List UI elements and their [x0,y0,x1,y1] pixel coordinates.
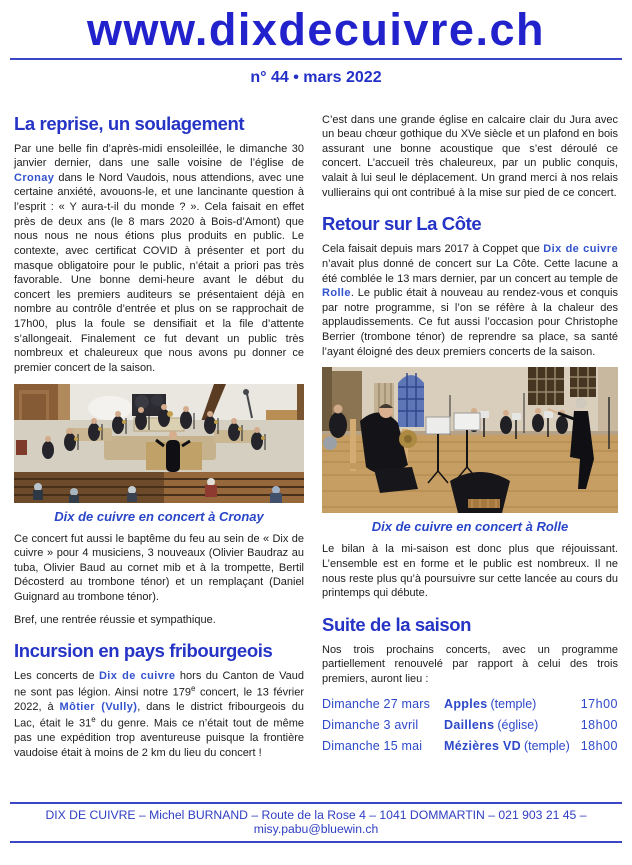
rolle-photo-illustration [322,367,618,513]
venue-type: (temple) [490,696,537,711]
superscript-e: e [91,714,96,724]
column-left [14,113,304,769]
photo-caption-rolle: Dix de cuivre en concert à Rolle [371,519,569,535]
text-span: n’avait plus donné de concert sur La Côte. Cette lacune a été comblée le 13 mars dernier, par un concert au temple de [322,257,618,285]
page-footer [10,802,622,843]
text-span: concert, le 13 février 2022, à [14,686,304,714]
paragraph-bilan: Le bilan à la mi-saison est donc plus que réjouissant. L’ensemble est en forme et le public est nombreux. Il ne nous reste plus qu’à poursuivre sur cette lancée au cours du printemps qui débute. [322,543,618,600]
text-span: du genre. Mais ce n’était tout de même pas une expédition trop aventureuse puisque la frontière vaudoise était à moins de 2 km du lieu du concert ! [14,717,304,759]
paragraph-reprise [14,142,304,376]
paragraph-bref: Bref, une rentrée réussie et sympathique. [14,613,216,626]
schedule-date: Dimanche 27 mars [322,696,431,711]
heading-retour-la-cote: Retour sur La Côte [322,213,482,235]
schedule-date: Dimanche 3 avril [322,717,419,732]
venue-name: Daillens [444,717,495,732]
heading-suite-saison: Suite de la saison [322,613,472,635]
venue-type: (temple) [523,738,570,753]
superscript-e: e [190,683,196,693]
page-header [0,0,632,87]
text-span: Par une belle fin d’après-midi ensoleillée, le dimanche 30 janvier dernier, dans une salle voisine de l’église de [14,142,304,170]
schedule-time: 17h00 [580,696,618,711]
paragraph-la-cote [322,242,618,359]
footer-contact-line: DIX DE CUIVRE – Michel BURNAND – Route de la Rose 4 – 1041 DOMMARTIN – 021 903 21 45 – misy.pabu@bluewin.ch [45,808,587,836]
paragraph-incursion [14,669,304,760]
schedule-date: Dimanche 15 mai [322,738,423,753]
header-divider [10,58,622,60]
link-dix-de-cuivre-1[interactable]: Dix de cuivre [98,670,176,683]
concert-schedule [322,697,618,753]
schedule-row [322,739,618,753]
schedule-time: 18h00 [580,717,618,732]
link-dix-de-cuivre-2[interactable]: Dix de cuivre [543,243,618,256]
paragraph-prochains-concerts: Nos trois prochains concerts, avec un programme partiellement renouvelé par rapport à celui des trois premiers, auront lieu : [322,643,618,685]
text-span: Cela faisait depuis mars 2017 à Coppet que [322,243,544,256]
link-rolle[interactable]: Rolle [322,287,351,300]
text-span: hors du Canton de Vaud ne sont pas légion. Ainsi notre 179 [14,670,304,699]
page-title: www.dixdecuivre.ch [87,4,545,55]
figure-cronay [14,384,304,524]
schedule-venue [444,718,570,732]
text-span: Les concerts de [14,670,99,683]
photo-caption-cronay: Dix de cuivre en concert à Cronay [54,508,264,524]
heading-incursion: Incursion en pays fribourgeois [14,640,273,662]
schedule-time: 18h00 [580,738,618,753]
text-span: , dans le district fribourgeois du Lac, était le 31 [14,701,304,730]
paragraph-eglise-jura: C’est dans une grande église en calcaire clair du Jura avec un beau chœur gothique du XVe siècle et un plafond en bois assurant une bonne acoustique que s’est déroulé ce concert. L’accueil très chaleureux, par un public conquis, valait à lui seul le déplacement. Un grand merci à nos relais vullierains qui ont contribué à la mise sur pied de ce concert. [322,113,618,199]
cronay-photo-illustration [14,384,304,503]
photo-rolle [322,367,618,513]
column-right [322,113,618,769]
issue-line: n° 44 • mars 2022 [250,68,382,86]
venue-type: (église) [497,717,539,732]
paragraph-bapteme: Ce concert fut aussi le baptême du feu au sein de « Dix de cuivre » pour 4 musiciens, 3 nouveaux (Olivier Baudraz au tuba, Olivier Baud au cornet mib et à la trompette, Bertil Décosterd au trombone ténor) et un remplaçant (Daniel Guignard au trombone ténor). [14,532,304,603]
content-columns [0,113,632,769]
schedule-venue [444,697,570,711]
figure-rolle [322,367,618,534]
text-span: . Le public était à nouveau au rendez-vous et conquis par notre programme, si l’on se réfère à la chaleur des applaudissements. Ce fut aussi l’occasion pour Christophe Berrier (trombone ténor) de reprendre sa place, sa santé l’ayant éloigné des deux premiers concerts de la saison. [322,287,618,358]
venue-name: Mézières VD [444,738,521,753]
venue-name: Apples [444,696,488,711]
link-motier-vully[interactable]: Môtier (Vully) [59,701,138,714]
text-span: dans le Nord Vaudois, nous attendions, avec une certaine anxiété, avouons-le, et une lancinante question à l’esprit : « Y aura-t-il du monde ? ». Cela faisait en effet près de deux ans (le 8 mars 2020 à Bois-d’Amont) que nous nous ne nous étions plus produits en public. Le contexte, avec certificat COVID à présenter et port du masque obligatoire pour le public, n’était a priori pas très favorable. Une bonne demi-heure avant le début du concert les premiers auditeurs se présentaient déjà en nombre au contrôle d’entrée et plus on se rapprochait de 17h00, plus la foule se densifiait et la file d’attente s’allongeait. Finalement ce fut devant un public très nombreux et chaleureux que nous avons pu donner ce premier concert de la saison. [14,171,304,374]
schedule-row [322,718,618,732]
link-cronay[interactable]: Cronay [14,171,55,184]
schedule-row [322,697,618,711]
heading-la-reprise: La reprise, un soulagement [14,112,245,134]
photo-cronay [14,384,304,503]
schedule-venue [444,739,570,753]
